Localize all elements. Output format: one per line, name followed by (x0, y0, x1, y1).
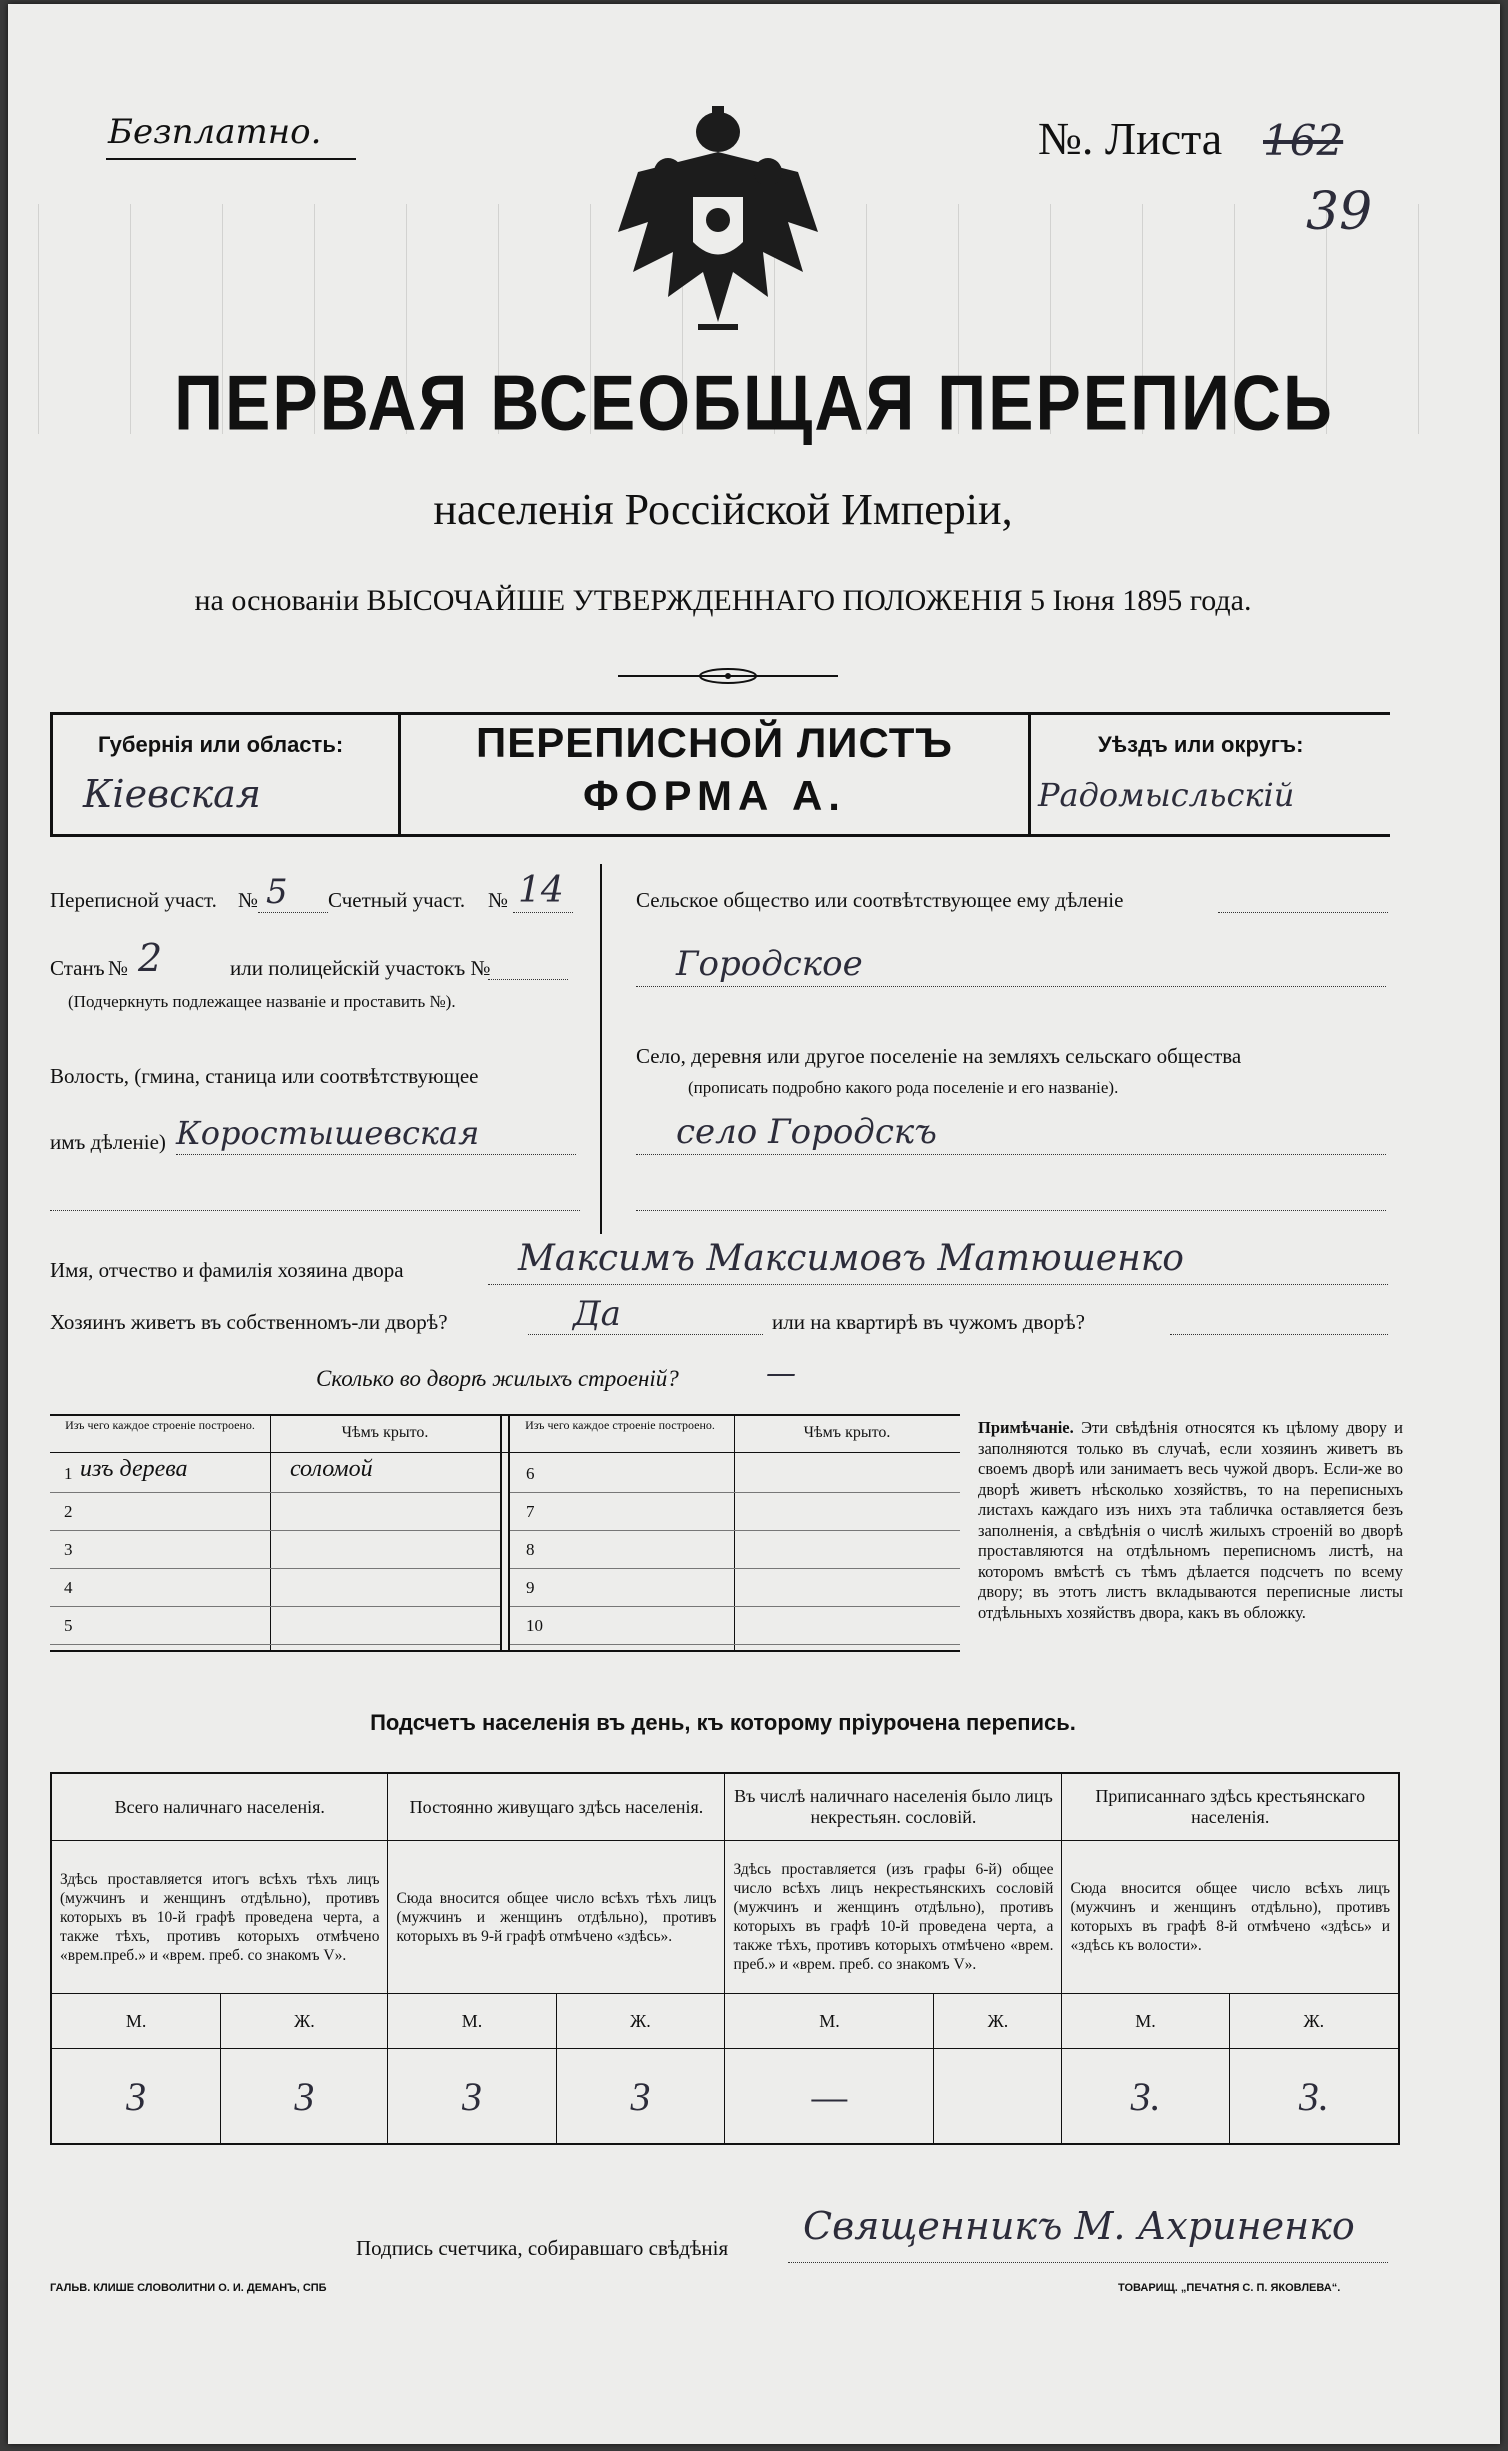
buildings-table-header-rule (50, 1452, 960, 1453)
volost-value: Коростышевская (176, 1114, 480, 1152)
count-desc: Здѣсь проставляется итогъ всѣхъ тѣхъ лицъ (мужчинъ и женщинъ отдѣльно), противъ которыхъ въ 10-й графѣ проведена черта, а также тѣхъ, противъ которыхъ отмѣчено «врем.преб.» и «врем. преб. со знакомъ V». (51, 1841, 388, 1994)
obshchestvo-line-2 (636, 986, 1386, 987)
count-head: Постоянно живущаго здѣсь населенія. (388, 1773, 725, 1841)
police-line (488, 979, 568, 980)
count-zh-label: Ж. (221, 1994, 388, 2049)
band-bottom-rule (50, 834, 1390, 837)
count-desc: Здѣсь проставляется (изъ графы 6-й) общее число всѣхъ лицъ некрестьянскихъ сословій (мужчинъ и женщинъ отдѣльно), противъ которыхъ въ графѣ 10-й проведена черта, а также тѣхъ, противъ которыхъ отмѣчено «врем. преб.» и «врем. преб. со знакомъ V». (725, 1841, 1062, 1994)
count-zh-label: Ж. (556, 1994, 725, 2049)
obshchestvo-label: Сельское общество или соотвѣтствующее ему дѣленіе (636, 888, 1124, 912)
building-row-rule (50, 1606, 500, 1607)
building-row-number: 5 (64, 1616, 73, 1635)
building-row-rule (510, 1530, 960, 1531)
building-row-rule (510, 1568, 960, 1569)
buildings-table-bottom (50, 1650, 960, 1652)
uezd-value: Радомысльскій (1038, 776, 1295, 814)
footer-left: ГАЛЬВ. КЛИШЕ СЛОВОЛИТНИ О. И. ДЕМАНЪ, СПБ (50, 2282, 327, 2294)
owner-name-value: Максимъ Максимовъ Матюшенко (518, 1238, 1184, 1279)
count-zh-value: 3 (556, 2049, 725, 2145)
selo-line-2 (636, 1210, 1386, 1211)
stan-label: Станъ (50, 956, 105, 980)
count-m-value: — (725, 2049, 934, 2145)
count-title: Подсчетъ населенія въ день, къ которому пріурочена перепись. (370, 1710, 1076, 1735)
count-m-label: М. (51, 1994, 221, 2049)
building-row-number: 2 (64, 1502, 73, 1521)
own-yard-line (528, 1334, 763, 1335)
fields-divider (600, 864, 602, 1234)
building-row-rule (510, 1644, 960, 1645)
buildings-value: — (766, 1356, 796, 1391)
obshchestvo-line-1 (1218, 912, 1388, 913)
building-row-rule (50, 1492, 500, 1493)
own-yard-value: Да (573, 1294, 621, 1334)
volost-line-2 (50, 1210, 580, 1211)
volost-line-1 (176, 1154, 576, 1155)
count-zh-label: Ж. (934, 1994, 1062, 2049)
count-desc: Сюда вносится общее число всѣхъ тѣхъ лицъ (мужчинъ и женщинъ отдѣльно), противъ которыхъ въ 9-й графѣ отмѣчено «здѣсь». (388, 1841, 725, 1994)
uchastok-value: 5 (266, 872, 288, 912)
buildings-table-col-left (270, 1414, 271, 1652)
band-divider-2 (1028, 712, 1031, 837)
form-subtitle: ФОРМА А. (583, 772, 846, 819)
page-title: ПЕРВАЯ ВСЕОБЩАЯ ПЕРЕПИСЬ (174, 359, 1334, 447)
ornament-divider-icon (618, 666, 838, 686)
apartment-line (1170, 1334, 1388, 1335)
page-subtitle: населенія Россійской Имперіи, (433, 485, 1013, 534)
police-label: или полицейскій участокъ № (230, 956, 491, 980)
own-yard-label: Хозяинъ живетъ въ собственномъ-ли дворѣ? (50, 1310, 448, 1334)
building-row-rule (50, 1568, 500, 1569)
stan-value: 2 (138, 936, 163, 980)
note-block (978, 1418, 1403, 1623)
buildings-table-mid-2 (508, 1414, 510, 1652)
schetny-value: 14 (518, 870, 564, 911)
count-zh-value: 3. (1229, 2049, 1399, 2145)
uchastok-label: Переписной участ. (50, 888, 217, 912)
building-row-number: 8 (526, 1540, 535, 1559)
building-roof: соломой (290, 1456, 373, 1482)
selo-note: (прописать подробно какого рода поселеніе и его названіе). (688, 1078, 1119, 1097)
building-material: изъ дерева (80, 1456, 188, 1482)
volost-label-2: имъ дѣленіе) (50, 1130, 166, 1154)
obshchestvo-value: Городское (676, 944, 863, 984)
census-sheet (8, 4, 1500, 2444)
basis-text: на основаніи ВЫСОЧАЙШЕ УТВЕРЖДЕННАГО ПОЛОЖЕНІЯ 5 Іюня 1895 года. (194, 584, 1252, 617)
selo-value: село Городскъ (676, 1112, 937, 1152)
buildings-table-mid-1 (500, 1414, 502, 1652)
buildings-label: Сколько во дворѣ жилыхъ строеній? (316, 1366, 679, 1391)
sheet-number-corrected: 39 (1306, 182, 1373, 242)
sheet-number-struck: 162 (1263, 116, 1344, 165)
count-m-value: 3 (51, 2049, 221, 2145)
schetny-no: № (488, 888, 509, 912)
volost-label-1: Волость, (гмина, станица или соотвѣтствующее (50, 1064, 479, 1088)
selo-label: Село, деревня или другое поселеніе на земляхъ сельскаго общества (636, 1044, 1242, 1068)
uchastok-no: № (238, 888, 259, 912)
building-row-rule (510, 1492, 960, 1493)
count-m-label: М. (1062, 1994, 1229, 2049)
building-row-number: 6 (526, 1464, 535, 1483)
stan-no: № (108, 956, 129, 980)
col-material-left: Изъ чего каждое строеніе построено. (65, 1418, 255, 1432)
count-zh-value (934, 2049, 1062, 2145)
building-row-number: 9 (526, 1578, 535, 1597)
note-title: Примѣчаніе. (978, 1418, 1074, 1437)
count-head: Приписаннаго здѣсь крестьянскаго населенія. (1062, 1773, 1399, 1841)
building-row-number: 1 (64, 1464, 73, 1483)
form-title: ПЕРЕПИСНОЙ ЛИСТЪ (476, 719, 953, 766)
band-top-rule (50, 712, 1390, 715)
free-label: Безплатно. (108, 112, 322, 152)
count-head: Всего наличнаго населенія. (51, 1773, 388, 1841)
count-head: Въ числѣ наличнаго населенія было лицъ некрестьян. сословій. (725, 1773, 1062, 1841)
building-row-rule (50, 1530, 500, 1531)
police-note: (Подчеркнуть подлежащее названіе и проставить №). (68, 992, 456, 1011)
building-row-number: 4 (64, 1578, 73, 1597)
count-zh-label: Ж. (1229, 1994, 1399, 2049)
owner-name-label: Имя, отчество и фамилія хозяина двора (50, 1258, 404, 1282)
count-m-label: М. (725, 1994, 934, 2049)
uchastok-line (258, 912, 328, 913)
signature-line (788, 2262, 1388, 2263)
apartment-label: или на квартирѣ въ чужомъ дворѣ? (772, 1310, 1085, 1334)
building-row-number: 7 (526, 1502, 535, 1521)
note-text: Эти свѣдѣнія относятся къ цѣлому двору и заполняются только въ случаѣ, если хозяинъ живетъ въ своемъ дворѣ или занимаетъ весь чужой дворъ. Если-же во дворѣ живетъ нѣсколько хозяйствъ, то на переписныхъ листахъ каждаго изъ нихъ эта табличка оставляется безъ заполненія, а свѣдѣнія о числѣ жилыхъ строеній во дворѣ проставляются на отдѣльномъ переписномъ листѣ, на которомъ вмѣстѣ съ тѣмъ дѣлается подсчетъ по всему двору; въ этотъ листъ вкладываются переписные листы отдѣльныхъ хозяйствъ двора, какъ въ обложку. (978, 1418, 1403, 1622)
signature-label: Подпись счетчика, собиравшаго свѣдѣнія (356, 2236, 729, 2260)
col-roof-right: Чѣмъ крыто. (803, 1424, 891, 1441)
col-material-right: Изъ чего каждое строеніе построено. (525, 1418, 715, 1432)
schetny-line (513, 912, 573, 913)
owner-name-line (488, 1284, 1388, 1285)
building-row-rule (510, 1606, 960, 1607)
count-m-label: М. (388, 1994, 556, 2049)
uezd-label: Уѣздъ или округъ: (1098, 732, 1304, 757)
count-zh-value: 3 (221, 2049, 388, 2145)
col-roof-left: Чѣмъ крыто. (341, 1424, 429, 1441)
double-headed-eagle-icon (598, 102, 838, 347)
building-row-rule (50, 1644, 500, 1645)
free-underline (106, 158, 356, 160)
count-table (50, 1772, 1400, 2145)
count-m-value: 3 (388, 2049, 556, 2145)
schetny-label: Счетный участ. (328, 888, 466, 912)
count-desc: Сюда вносится общее число всѣхъ лицъ (мужчинъ и женщинъ отдѣльно), противъ которыхъ въ графѣ 8-й отмѣчено «здѣсь» и «здѣсь къ волости». (1062, 1841, 1399, 1994)
footer-right: ТОВАРИЩ. „ПЕЧАТНЯ С. П. ЯКОВЛЕВА“. (1118, 2282, 1341, 2294)
buildings-table-col-right (734, 1414, 735, 1652)
gubernia-label: Губернія или область: (98, 732, 344, 757)
building-row-number: 10 (526, 1616, 543, 1635)
band-left-edge (50, 712, 53, 837)
gubernia-value: Кіевская (83, 772, 261, 816)
selo-line-1 (636, 1154, 1386, 1155)
buildings-table-top (50, 1414, 960, 1416)
sheet-label: №. Листа (1038, 113, 1223, 164)
count-m-value: 3. (1062, 2049, 1229, 2145)
signature-value: Священникъ М. Ахриненко (803, 2204, 1355, 2248)
building-row-number: 3 (64, 1540, 73, 1559)
